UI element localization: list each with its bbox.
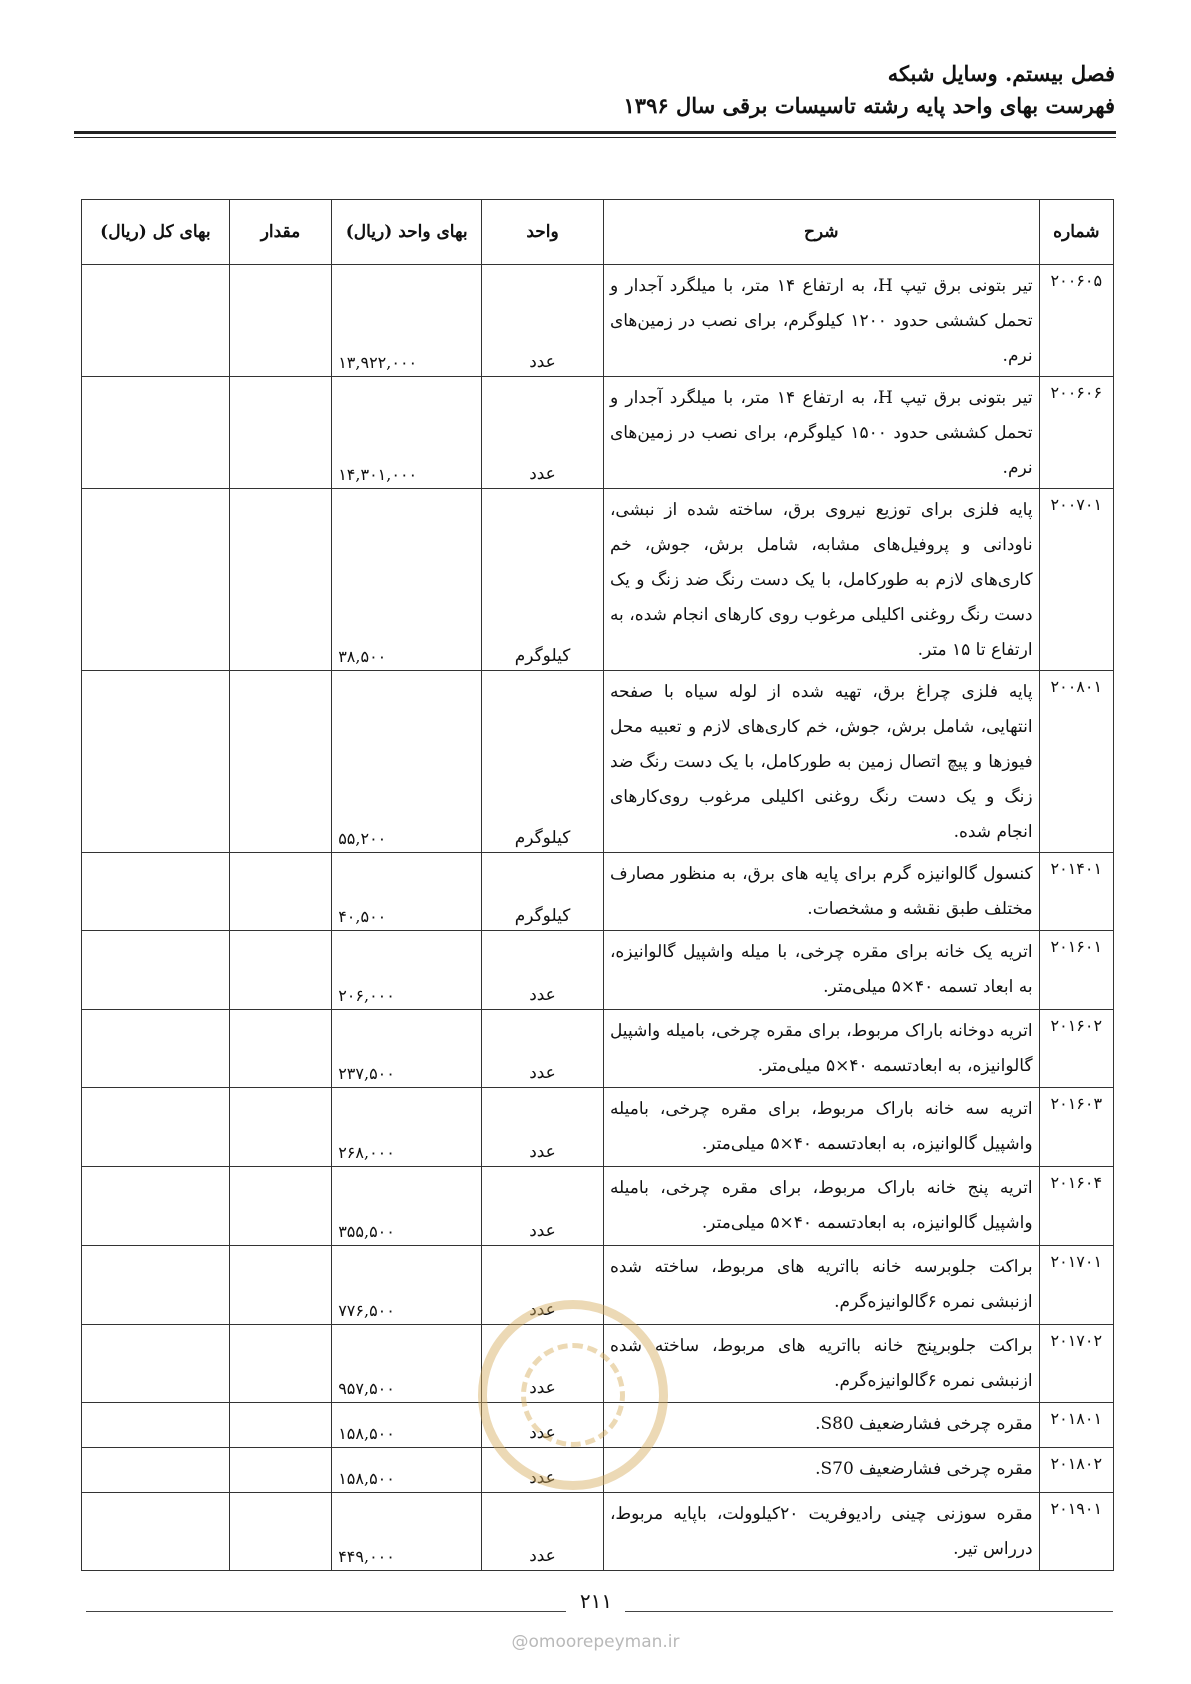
footer-rule-left bbox=[86, 1611, 566, 1612]
row-quantity bbox=[229, 1246, 331, 1325]
row-description: مقره چرخی فشارضعیف S70. bbox=[603, 1448, 1039, 1493]
table-row bbox=[82, 1448, 1114, 1493]
row-unit: کیلوگرم bbox=[482, 489, 604, 671]
row-code: ۲۰۱۸۰۲ bbox=[1039, 1448, 1113, 1493]
row-description: پایه فلزی چراغ برق، تهیه شده از لوله سیاه با صفحه انتهایی، شامل برش، جوش، خم کاری‌های لازم و تعبیه محل فیوزها و پیچ اتصال زمین به طورکامل، با یک دست رنگ ضد زنگ و یک دست رنگ روغنی اکلیلی مرغوب روی‌کارهای انجام شده. bbox=[603, 671, 1039, 853]
row-total-price bbox=[82, 853, 230, 931]
row-quantity bbox=[229, 1325, 331, 1403]
row-description: اتریه پنج خانه باراک مربوط، برای مقره چرخی، بامیله واشپیل گالوانیزه، به ابعادتسمه ۴۰×۵ میلی‌متر. bbox=[603, 1167, 1039, 1246]
table-row bbox=[82, 1493, 1114, 1571]
row-total-price bbox=[82, 1167, 230, 1246]
row-code: ۲۰۰۶۰۶ bbox=[1039, 377, 1113, 489]
row-description: کنسول گالوانیزه گرم برای پایه های برق، به منظور مصارف مختلف طبق نقشه و مشخصات. bbox=[603, 853, 1039, 931]
row-unit: عدد bbox=[482, 1403, 604, 1448]
row-unit-price: ۵۵,۲۰۰ bbox=[332, 671, 482, 853]
row-total-price bbox=[82, 489, 230, 671]
column-header-total-price: بهای کل (ریال) bbox=[82, 200, 230, 265]
table-row bbox=[82, 1010, 1114, 1088]
row-code: ۲۰۱۷۰۲ bbox=[1039, 1325, 1113, 1403]
row-unit-price: ۲۰۶,۰۰۰ bbox=[332, 931, 482, 1010]
footer-rule-right bbox=[625, 1611, 1113, 1612]
row-quantity bbox=[229, 1493, 331, 1571]
row-unit: عدد bbox=[482, 931, 604, 1010]
row-unit: کیلوگرم bbox=[482, 671, 604, 853]
column-header-unit: واحد bbox=[482, 200, 604, 265]
table-row bbox=[82, 671, 1114, 853]
table-row bbox=[82, 1167, 1114, 1246]
row-description: اتریه دوخانه باراک مربوط، برای مقره چرخی، بامیله واشپیل گالوانیزه، به ابعادتسمه ۴۰×۵ میلی‌متر. bbox=[603, 1010, 1039, 1088]
table-row bbox=[82, 265, 1114, 377]
row-unit: عدد bbox=[482, 1246, 604, 1325]
row-unit-price: ۷۷۶,۵۰۰ bbox=[332, 1246, 482, 1325]
column-header-unit-price: بهای واحد (ریال) bbox=[332, 200, 482, 265]
row-description: تیر بتونی برق تیپ H، به ارتفاع ۱۴ متر، با میلگرد آجدار و تحمل کششی حدود ۱۲۰۰ کیلوگرم، برای نصب در زمین‌های نرم. bbox=[603, 265, 1039, 377]
row-unit-price: ۱۵۸,۵۰۰ bbox=[332, 1448, 482, 1493]
row-description: اتریه یک خانه برای مقره چرخی، با میله واشپیل گالوانیزه، به ابعاد تسمه ۴۰×۵ میلی‌متر. bbox=[603, 931, 1039, 1010]
row-unit-price: ۲۳۷,۵۰۰ bbox=[332, 1010, 482, 1088]
row-code: ۲۰۰۷۰۱ bbox=[1039, 489, 1113, 671]
row-unit-price: ۱۳,۹۲۲,۰۰۰ bbox=[332, 265, 482, 377]
row-total-price bbox=[82, 265, 230, 377]
row-unit: عدد bbox=[482, 377, 604, 489]
table-row bbox=[82, 853, 1114, 931]
column-header-description: شرح bbox=[603, 200, 1039, 265]
row-quantity bbox=[229, 853, 331, 931]
footer-website: @omoorepeyman.ir bbox=[511, 1632, 680, 1652]
table-row bbox=[82, 1088, 1114, 1167]
row-code: ۲۰۱۶۰۴ bbox=[1039, 1167, 1113, 1246]
header-rule-thin bbox=[74, 137, 1116, 138]
row-unit-price: ۳۸,۵۰۰ bbox=[332, 489, 482, 671]
row-description: اتریه سه خانه باراک مربوط، برای مقره چرخی، بامیله واشپیل گالوانیزه، به ابعادتسمه ۴۰×۵ میلی‌متر. bbox=[603, 1088, 1039, 1167]
row-total-price bbox=[82, 377, 230, 489]
row-quantity bbox=[229, 1167, 331, 1246]
row-total-price bbox=[82, 671, 230, 853]
row-unit: عدد bbox=[482, 1325, 604, 1403]
row-code: ۲۰۱۶۰۳ bbox=[1039, 1088, 1113, 1167]
row-unit: عدد bbox=[482, 1167, 604, 1246]
row-unit-price: ۳۵۵,۵۰۰ bbox=[332, 1167, 482, 1246]
row-unit: کیلوگرم bbox=[482, 853, 604, 931]
table-row bbox=[82, 1246, 1114, 1325]
row-code: ۲۰۱۶۰۲ bbox=[1039, 1010, 1113, 1088]
row-unit-price: ۴۰,۵۰۰ bbox=[332, 853, 482, 931]
row-unit: عدد bbox=[482, 1088, 604, 1167]
table-header-row bbox=[82, 200, 1114, 265]
row-quantity bbox=[229, 377, 331, 489]
row-total-price bbox=[82, 1325, 230, 1403]
row-code: ۲۰۱۹۰۱ bbox=[1039, 1493, 1113, 1571]
page-number: ۲۱۱ bbox=[579, 1589, 613, 1613]
row-code: ۲۰۰۸۰۱ bbox=[1039, 671, 1113, 853]
row-description: مقره چرخی فشارضعیف S80. bbox=[603, 1403, 1039, 1448]
row-quantity bbox=[229, 931, 331, 1010]
column-header-code: شماره bbox=[1039, 200, 1113, 265]
row-total-price bbox=[82, 1448, 230, 1493]
price-table bbox=[81, 199, 1114, 1571]
row-code: ۲۰۱۶۰۱ bbox=[1039, 931, 1113, 1010]
row-total-price bbox=[82, 1403, 230, 1448]
row-total-price bbox=[82, 1246, 230, 1325]
row-description: براکت جلوبرپنج خانه بااتریه های مربوط، ساخته شده ازنبشی نمره ۶گالوانیزه‌گرم. bbox=[603, 1325, 1039, 1403]
column-header-quantity: مقدار bbox=[229, 200, 331, 265]
header-rule-thick bbox=[74, 131, 1116, 134]
row-unit-price: ۱۴,۳۰۱,۰۰۰ bbox=[332, 377, 482, 489]
row-total-price bbox=[82, 1493, 230, 1571]
row-unit: عدد bbox=[482, 1493, 604, 1571]
document-title: فهرست بهای واحد پایه رشته تاسیسات برقی سال ۱۳۹۶ bbox=[623, 93, 1115, 118]
row-quantity bbox=[229, 265, 331, 377]
row-description: پایه فلزی برای توزیع نیروی برق، ساخته شده از نبشی، ناودانی و پروفیل‌های مشابه، شامل برش، جوش، خم کاری‌های لازم به طورکامل، با یک دست رنگ ضد زنگ و یک دست رنگ روغنی اکلیلی مرغوب روی کارهای انجام شده، به ارتفاع تا ۱۵ متر. bbox=[603, 489, 1039, 671]
row-code: ۲۰۱۸۰۱ bbox=[1039, 1403, 1113, 1448]
row-quantity bbox=[229, 1088, 331, 1167]
row-code: ۲۰۱۴۰۱ bbox=[1039, 853, 1113, 931]
row-total-price bbox=[82, 931, 230, 1010]
row-unit: عدد bbox=[482, 1010, 604, 1088]
row-unit: عدد bbox=[482, 1448, 604, 1493]
row-unit-price: ۴۴۹,۰۰۰ bbox=[332, 1493, 482, 1571]
row-description: مقره سوزنی چینی رادیوفریت ۲۰کیلوولت، باپایه مربوط، درراس تیر. bbox=[603, 1493, 1039, 1571]
page-header bbox=[74, 58, 1115, 122]
row-description: براکت جلوبرسه خانه بااتریه های مربوط، ساخته شده ازنبشی نمره ۶گالوانیزه‌گرم. bbox=[603, 1246, 1039, 1325]
table-row bbox=[82, 489, 1114, 671]
row-quantity bbox=[229, 1448, 331, 1493]
row-total-price bbox=[82, 1010, 230, 1088]
row-quantity bbox=[229, 671, 331, 853]
row-unit-price: ۹۵۷,۵۰۰ bbox=[332, 1325, 482, 1403]
row-quantity bbox=[229, 1403, 331, 1448]
table-row bbox=[82, 1403, 1114, 1448]
row-unit-price: ۲۶۸,۰۰۰ bbox=[332, 1088, 482, 1167]
table-row bbox=[82, 931, 1114, 1010]
row-code: ۲۰۰۶۰۵ bbox=[1039, 265, 1113, 377]
row-unit-price: ۱۵۸,۵۰۰ bbox=[332, 1403, 482, 1448]
row-quantity bbox=[229, 1010, 331, 1088]
row-quantity bbox=[229, 489, 331, 671]
table-row bbox=[82, 1325, 1114, 1403]
chapter-title: فصل بیستم. وسایل شبکه bbox=[887, 61, 1115, 86]
row-description: تیر بتونی برق تیپ H، به ارتفاع ۱۴ متر، با میلگرد آجدار و تحمل کششی حدود ۱۵۰۰ کیلوگرم، برای نصب در زمین‌های نرم. bbox=[603, 377, 1039, 489]
row-code: ۲۰۱۷۰۱ bbox=[1039, 1246, 1113, 1325]
row-total-price bbox=[82, 1088, 230, 1167]
table-row bbox=[82, 377, 1114, 489]
row-unit: عدد bbox=[482, 265, 604, 377]
